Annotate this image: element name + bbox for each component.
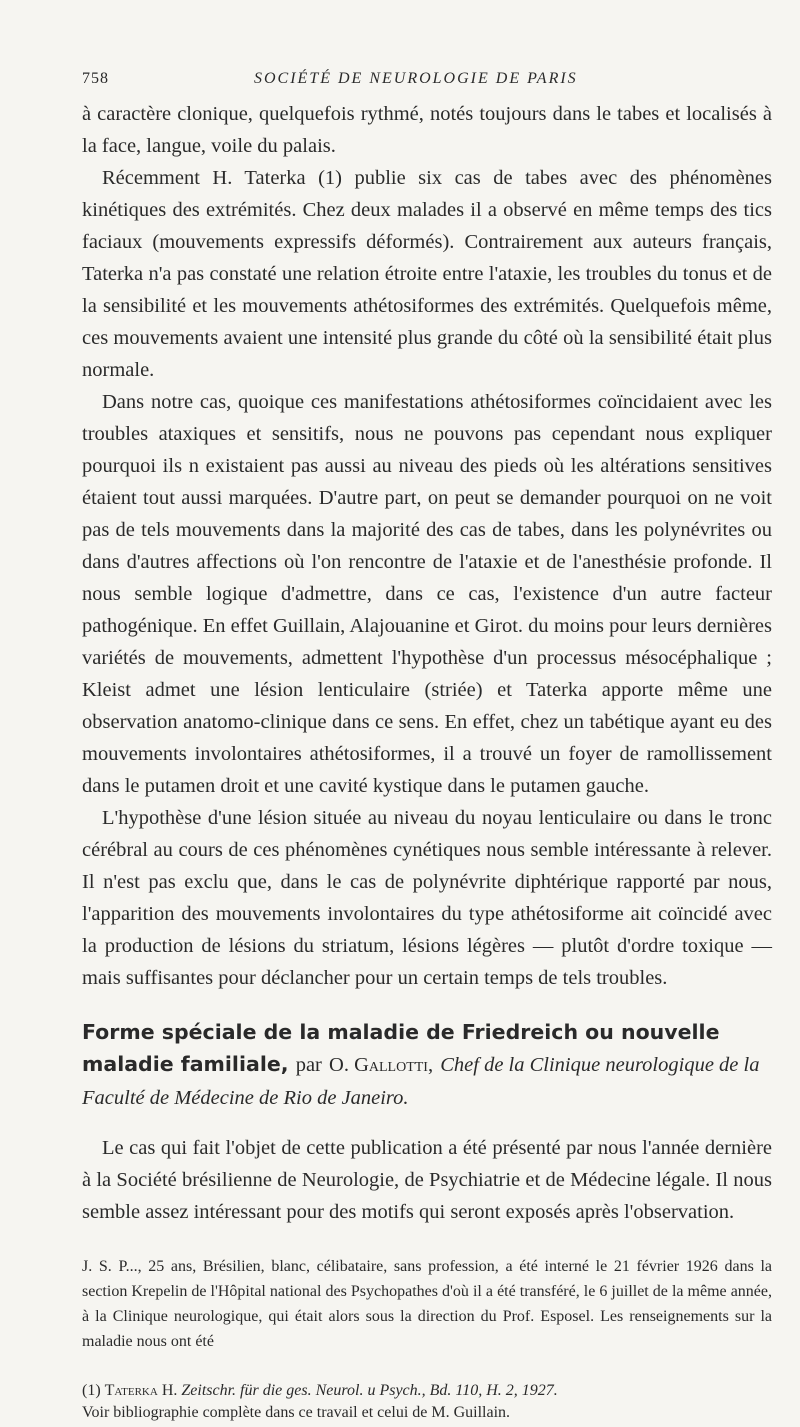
paragraph-hypothese: L'hypothèse d'une lésion située au niveau du noyau lenticulaire ou dans le tronc cérébral au cours de ces phénomènes cynétiques nous semble intéressante à relever. Il n'est pas exclu que, dans le cas de polynévrite diphtérique rapporté par nous, l'apparition des mouvements involontaires du type athétosiforme ait coïncidé avec la production de lésions du striatum, lésions légères — plutôt d'ordre toxique — mais suffisantes pour déclancher pour un certain temps de tels troubles. — [82, 807, 772, 989]
page-header — [82, 70, 772, 98]
section-heading — [82, 1016, 772, 1114]
paragraph-taterka: Récemment H. Taterka (1) publie six cas de tabes avec des phénomènes kinétiques des extrémités. Chez deux malades il a observé en même temps des tics faciaux (mouvements expressifs déformés). Contrairement aux auteurs français, Taterka n'a pas constaté une relation étroite entre l'ataxie, les troubles du tonus et de la sensibilité et les mouvements athétosiformes des extrémités. Quelquefois même, ces mouvements avaient une intensité plus grande du côté où la sensibilité était plus normale. — [82, 167, 772, 381]
footnote — [82, 1380, 772, 1424]
section-by: par — [295, 1054, 322, 1076]
footnote-author: Taterka H. — [104, 1382, 178, 1399]
page — [82, 70, 772, 1424]
footnote-citation: Zeitschr. für die ges. Neurol. u Psych., Bd. 110, H. 2, 1927. — [181, 1382, 558, 1399]
section-affiliation: Chef de la Clinique neurologique de la Faculté de Médecine de Rio de Janeiro. — [82, 1054, 760, 1109]
section-title: Forme spéciale de la maladie de Friedreich ou nouvelle maladie familiale, — [82, 1020, 720, 1076]
section-author: O. Gallotti, — [329, 1054, 434, 1076]
footnote-line-1 — [82, 1380, 772, 1402]
observation-paragraph: J. S. P..., 25 ans, Brésilien, blanc, célibataire, sans profession, a été interné le 21 février 1926 dans la section Krepelin de l'Hôpital national des Psychopathes d'où il a été transféré, le 6 juillet de la même année, à la Clinique neurologique, qui était alors sous la direction du Prof. Esposel. Les renseignements sur la maladie nous ont été — [82, 1258, 772, 1350]
page-number: 758 — [82, 70, 109, 87]
footnote-marker: (1) — [82, 1382, 101, 1399]
paragraph-continuation: à caractère clonique, quelquefois rythmé, notés toujours dans le tabes et localisés à la face, langue, voile du palais. — [82, 103, 772, 157]
footnote-line-2: Voir bibliographie complète dans ce travail et celui de M. Guillain. — [82, 1404, 511, 1421]
paragraph-notre-cas: Dans notre cas, quoique ces manifestations athétosiformes coïncidaient avec les troubles ataxiques et sensitifs, nous ne pouvons pas cependant nous expliquer pourquoi ils n existaient pas aussi au niveau des pieds où les altérations sensitives étaient tout aussi marquées. D'autre part, on peut se demander pourquoi on ne voit pas de tels mouvements dans la majorité des cas de tabes, dans les polynévrites ou dans d'autres affections où l'on rencontre de l'ataxie et de l'anesthésie profonde. Il nous semble logique d'admettre, dans ce cas, l'existence d'un autre facteur pathogénique. En effet Guillain, Alajouanine et Girot. du moins pour leurs dernières variétés de mouvements, admettent l'hypothèse d'un processus mésocéphalique ; Kleist admet une lésion lenticulaire (striée) et Taterka apporte même une observation anatomo-clinique dans ce sens. En effet, chez un tabétique ayant eu des mouvements involontaires athétosiformes, il a trouvé un foyer de ramollissement dans le putamen droit et une cavité kystique dans le putamen gauche. — [82, 391, 772, 797]
running-head: SOCIÉTÉ DE NEUROLOGIE DE PARIS — [254, 70, 578, 87]
intro-paragraph: Le cas qui fait l'objet de cette publication a été présenté par nous l'année dernière à la Société brésilienne de Neurologie, de Psychiatrie et de Médecine légale. Il nous semble assez intéressant pour des motifs qui seront exposés après l'observation. — [82, 1137, 772, 1223]
